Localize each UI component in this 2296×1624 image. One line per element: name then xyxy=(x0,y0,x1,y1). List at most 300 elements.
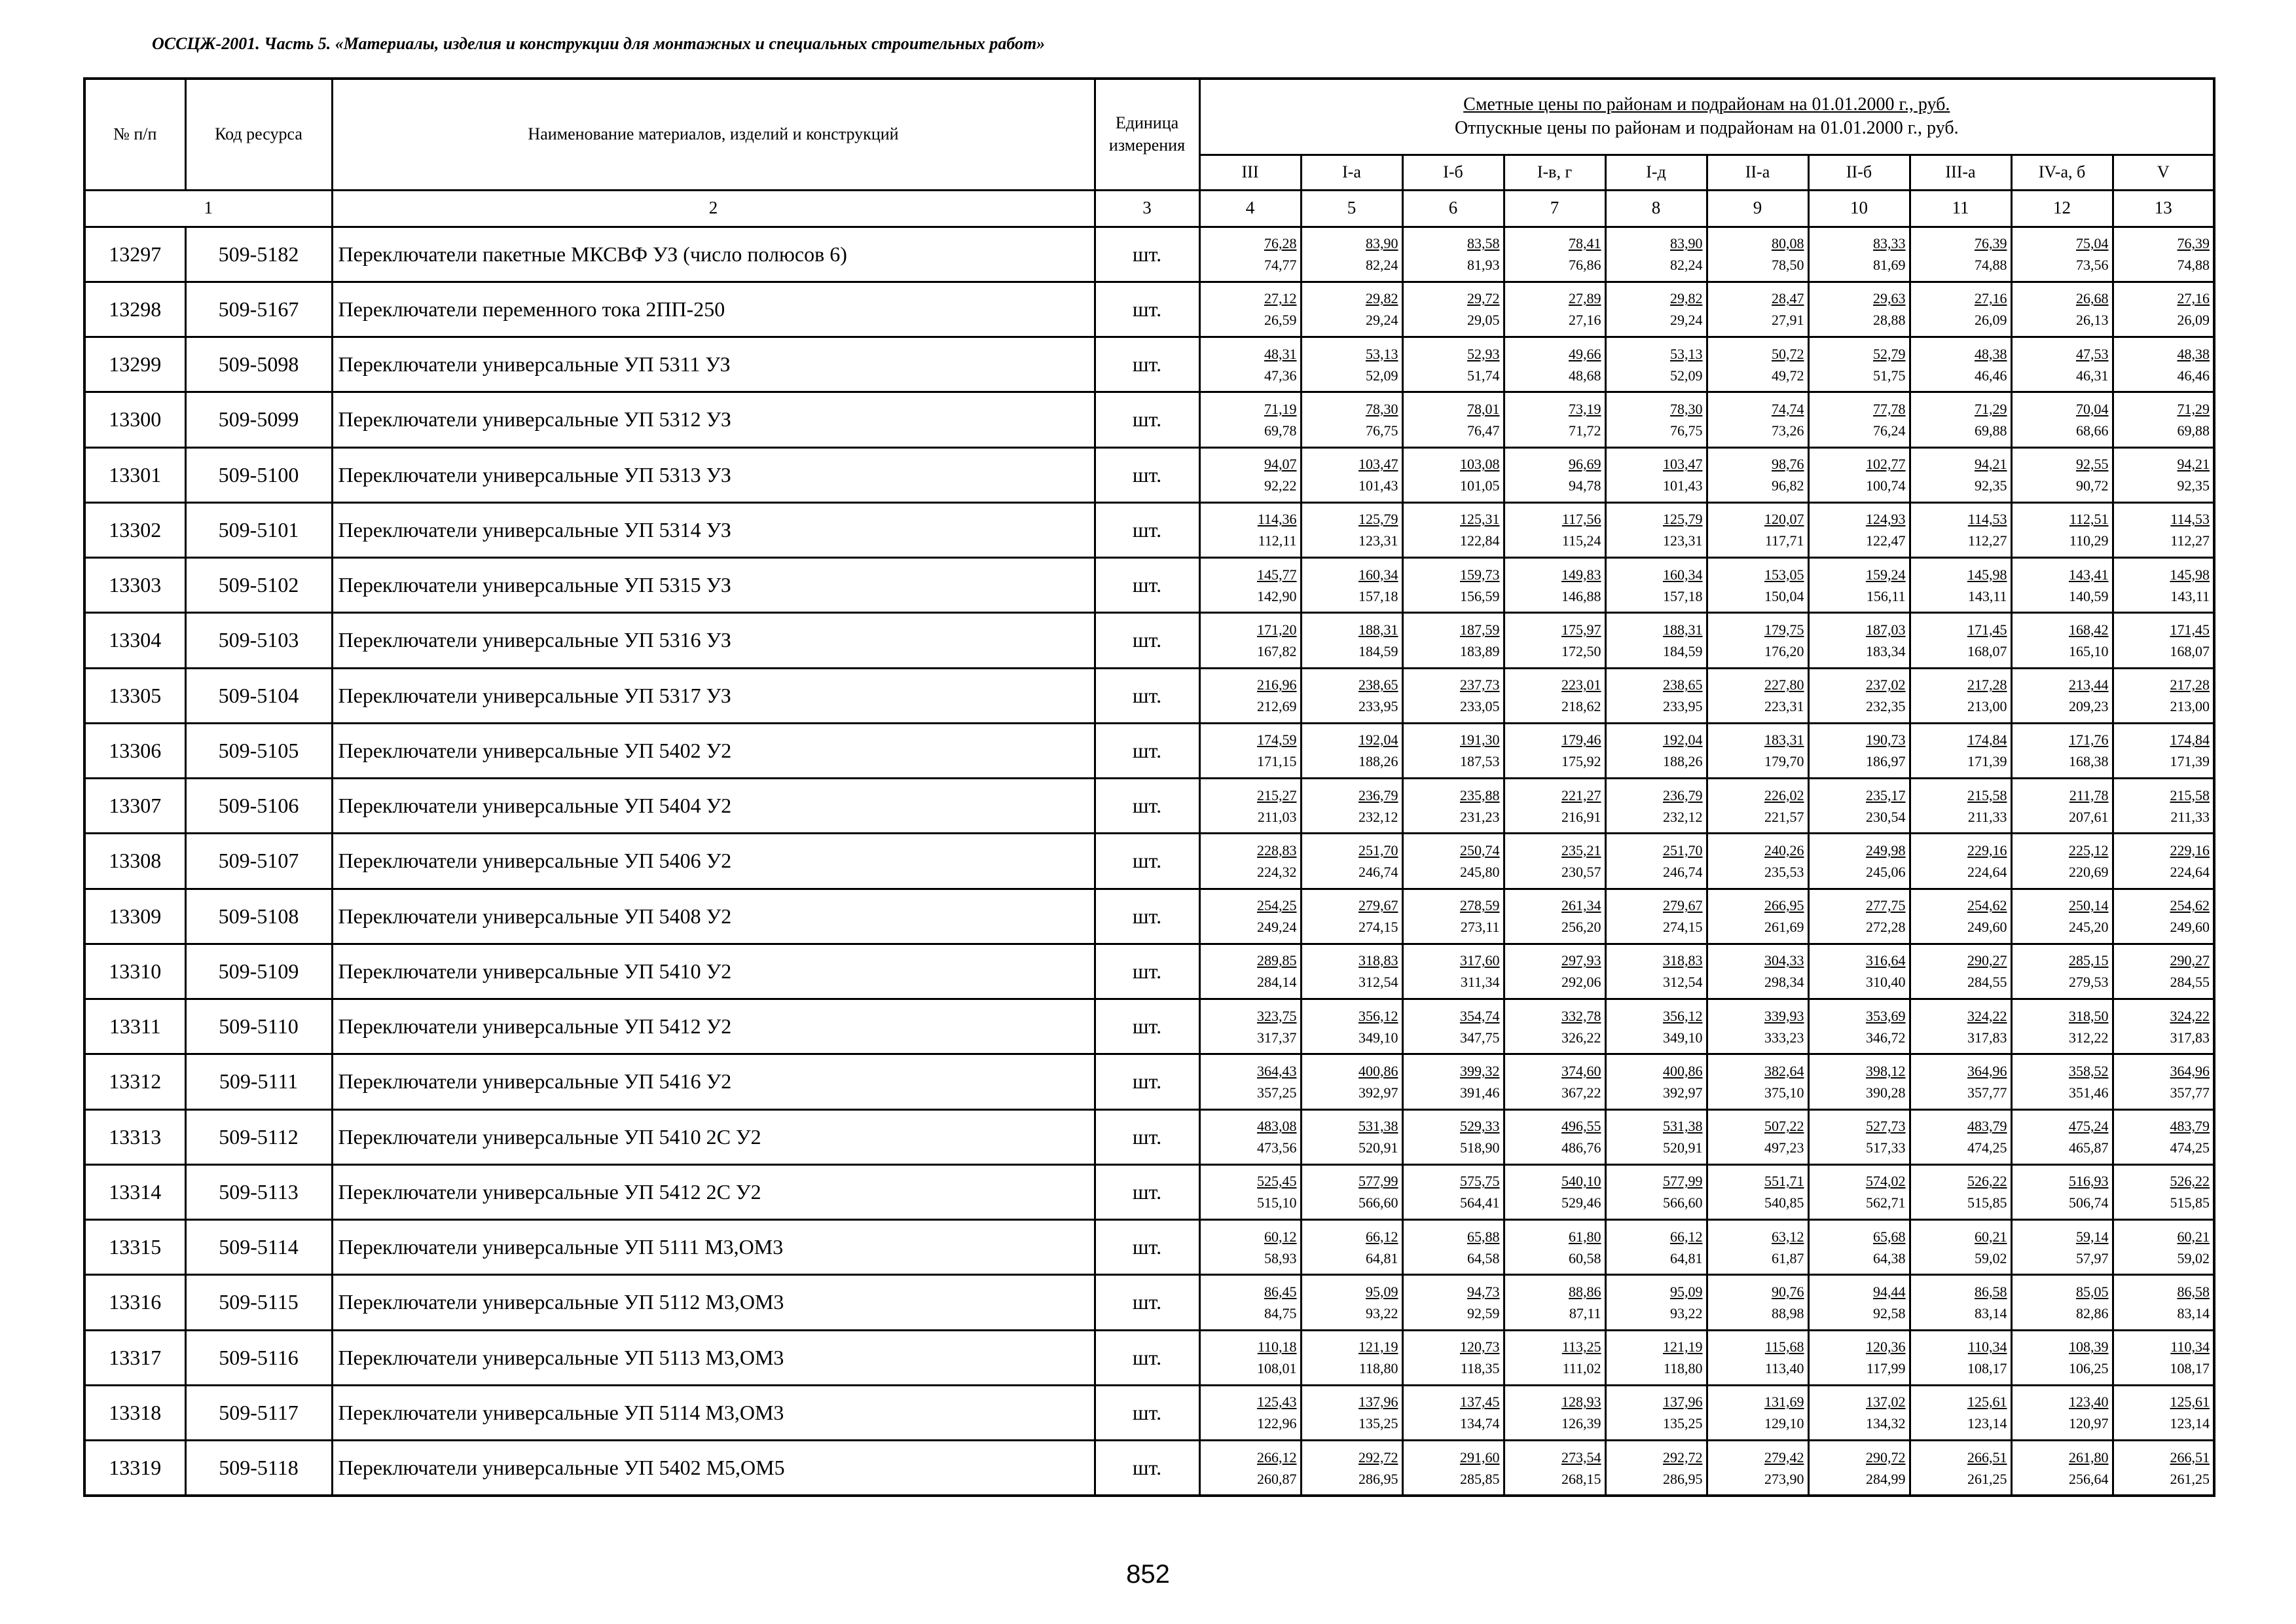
estimate-price: 61,80 xyxy=(1569,1228,1601,1245)
row-number: 13309 xyxy=(84,889,185,944)
release-price: 81,69 xyxy=(1873,257,1906,274)
estimate-price: 121,19 xyxy=(1358,1338,1398,1356)
estimate-price: 48,31 xyxy=(1264,345,1297,362)
release-price: 233,95 xyxy=(1663,698,1703,715)
price-cell xyxy=(1707,227,1808,282)
release-price: 108,17 xyxy=(2170,1360,2210,1377)
price-cell xyxy=(2011,1220,2113,1275)
resource-code: 509-5107 xyxy=(185,834,332,889)
district-header: III xyxy=(1199,155,1301,190)
price-cell xyxy=(1910,447,2011,502)
estimate-price: 103,47 xyxy=(1358,456,1398,473)
price-cell xyxy=(1504,779,1605,834)
header-prices xyxy=(1199,79,2214,155)
price-cell xyxy=(2011,723,2113,778)
release-price: 249,24 xyxy=(1257,919,1297,936)
release-price: 117,99 xyxy=(1866,1360,1906,1377)
price-cell xyxy=(1504,392,1605,447)
price-cell xyxy=(1605,779,1707,834)
release-price: 58,93 xyxy=(1264,1249,1297,1266)
release-price: 90,72 xyxy=(2076,477,2109,494)
release-price: 317,83 xyxy=(1967,1029,2007,1046)
release-price: 261,69 xyxy=(1764,919,1804,936)
price-cell xyxy=(1504,834,1605,889)
price-cell xyxy=(1301,1275,1402,1330)
header-unit: Единица измерения xyxy=(1095,79,1199,190)
resource-code: 509-5102 xyxy=(185,558,332,613)
release-price: 184,59 xyxy=(1663,642,1703,659)
price-cell xyxy=(1707,613,1808,668)
release-price: 390,28 xyxy=(1866,1084,1906,1101)
price-cell xyxy=(1910,834,2011,889)
estimate-price: 171,45 xyxy=(1967,621,2007,638)
release-price: 168,07 xyxy=(2170,642,2210,659)
release-price: 69,88 xyxy=(1975,422,2007,439)
table-row xyxy=(84,337,2214,392)
price-cell xyxy=(1808,1164,1910,1219)
release-price: 92,58 xyxy=(1873,1304,1906,1321)
release-price: 274,15 xyxy=(1663,919,1703,936)
district-header: I-а xyxy=(1301,155,1402,190)
table-row xyxy=(84,999,2214,1054)
estimate-price: 53,13 xyxy=(1366,345,1398,362)
estimate-price: 52,79 xyxy=(1873,345,1906,362)
release-price: 142,90 xyxy=(1257,587,1297,604)
row-number: 13311 xyxy=(84,999,185,1054)
resource-code: 509-5109 xyxy=(185,944,332,999)
release-price: 118,80 xyxy=(1358,1360,1398,1377)
price-cell xyxy=(1707,779,1808,834)
table-row xyxy=(84,1054,2214,1109)
estimate-price: 120,36 xyxy=(1866,1338,1906,1356)
price-cell xyxy=(1301,337,1402,392)
estimate-price: 215,58 xyxy=(2170,786,2210,803)
estimate-price: 353,69 xyxy=(1866,1007,1906,1024)
table-row xyxy=(84,227,2214,282)
price-cell xyxy=(1504,1109,1605,1164)
price-cell xyxy=(1402,558,1504,613)
release-price: 76,75 xyxy=(1670,422,1703,439)
price-cell xyxy=(1605,392,1707,447)
release-price: 564,41 xyxy=(1460,1194,1500,1211)
price-cell xyxy=(1707,1109,1808,1164)
estimate-price: 137,45 xyxy=(1460,1393,1500,1411)
estimate-price: 400,86 xyxy=(1358,1062,1398,1079)
release-price: 540,85 xyxy=(1764,1194,1804,1211)
release-price: 71,72 xyxy=(1569,422,1601,439)
column-number: 5 xyxy=(1301,190,1402,227)
resource-code: 509-5113 xyxy=(185,1164,332,1219)
estimate-price: 115,68 xyxy=(1764,1338,1804,1356)
price-cell xyxy=(2011,1441,2113,1496)
release-price: 26,09 xyxy=(1975,312,2007,329)
price-cell xyxy=(1402,447,1504,502)
release-price: 46,46 xyxy=(2177,367,2210,384)
release-price: 249,60 xyxy=(2170,919,2210,936)
price-cell xyxy=(2113,1275,2214,1330)
price-cell xyxy=(2113,227,2214,282)
price-cell xyxy=(1707,999,1808,1054)
estimate-price: 49,66 xyxy=(1569,345,1601,362)
estimate-price: 236,79 xyxy=(1358,786,1398,803)
price-cell xyxy=(1707,944,1808,999)
estimate-price: 52,93 xyxy=(1467,345,1500,362)
price-cell xyxy=(1199,558,1301,613)
unit: шт. xyxy=(1095,1441,1199,1496)
resource-code: 509-5103 xyxy=(185,613,332,668)
column-number: 10 xyxy=(1808,190,1910,227)
price-cell xyxy=(1605,1385,1707,1440)
estimate-price: 137,96 xyxy=(1358,1393,1398,1411)
release-price: 392,97 xyxy=(1663,1084,1703,1101)
estimate-price: 92,55 xyxy=(2076,456,2109,473)
release-price: 506,74 xyxy=(2069,1194,2109,1211)
release-price: 92,22 xyxy=(1264,477,1297,494)
material-name: Переключатели пакетные МКСВФ УЗ (число полюсов 6) xyxy=(332,227,1095,282)
estimate-price: 400,86 xyxy=(1663,1062,1703,1079)
estimate-price: 143,41 xyxy=(2069,566,2109,583)
release-price: 60,58 xyxy=(1569,1249,1601,1266)
price-cell xyxy=(1199,1164,1301,1219)
release-price: 96,82 xyxy=(1772,477,1804,494)
estimate-price: 221,27 xyxy=(1561,786,1601,803)
price-cell xyxy=(1199,447,1301,502)
release-price: 101,43 xyxy=(1663,477,1703,494)
estimate-price: 76,28 xyxy=(1264,235,1297,252)
price-cell xyxy=(1402,1330,1504,1385)
row-number: 13298 xyxy=(84,282,185,337)
estimate-price: 86,58 xyxy=(2177,1283,2210,1300)
price-cell xyxy=(1808,834,1910,889)
release-price: 268,15 xyxy=(1561,1470,1601,1487)
release-price: 317,83 xyxy=(2170,1029,2210,1046)
estimate-price: 76,39 xyxy=(2177,235,2210,252)
release-price: 223,31 xyxy=(1764,698,1804,715)
resource-code: 509-5115 xyxy=(185,1275,332,1330)
unit: шт. xyxy=(1095,668,1199,723)
row-number: 13304 xyxy=(84,613,185,668)
price-cell xyxy=(1808,1441,1910,1496)
row-number: 13312 xyxy=(84,1054,185,1109)
estimate-price: 237,02 xyxy=(1866,676,1906,693)
estimate-price: 527,73 xyxy=(1866,1118,1906,1135)
price-cell xyxy=(1808,1109,1910,1164)
price-cell xyxy=(2113,999,2214,1054)
release-price: 59,02 xyxy=(2177,1249,2210,1266)
price-cell xyxy=(1199,1385,1301,1440)
price-cell xyxy=(1504,1441,1605,1496)
price-cell xyxy=(1808,558,1910,613)
resource-code: 509-5105 xyxy=(185,723,332,778)
estimate-price: 356,12 xyxy=(1358,1007,1398,1024)
material-name: Переключатели универсальные УП 5111 М3,ОМ3 xyxy=(332,1220,1095,1275)
price-cell xyxy=(1910,723,2011,778)
price-cell xyxy=(1199,944,1301,999)
estimate-price: 27,16 xyxy=(1975,290,2007,307)
estimate-price: 71,19 xyxy=(1264,400,1297,417)
estimate-price: 174,59 xyxy=(1257,731,1297,748)
price-cell xyxy=(1504,1330,1605,1385)
price-cell xyxy=(1402,668,1504,723)
release-price: 224,64 xyxy=(1967,863,2007,880)
release-price: 112,27 xyxy=(1967,532,2007,549)
release-price: 108,01 xyxy=(1257,1360,1297,1377)
estimate-price: 96,69 xyxy=(1569,456,1601,473)
estimate-price: 290,27 xyxy=(1967,952,2007,969)
estimate-price: 175,97 xyxy=(1561,621,1601,638)
price-cell xyxy=(1808,337,1910,392)
price-cell xyxy=(1910,1385,2011,1440)
price-cell xyxy=(1402,1220,1504,1275)
estimate-price: 261,80 xyxy=(2069,1449,2109,1466)
release-price: 94,78 xyxy=(1569,477,1601,494)
price-cell xyxy=(1402,999,1504,1054)
column-number-row xyxy=(84,190,2214,227)
estimate-price: 507,22 xyxy=(1764,1118,1804,1135)
release-price: 474,25 xyxy=(2170,1139,2210,1156)
estimate-price: 254,62 xyxy=(2170,897,2210,914)
estimate-price: 71,29 xyxy=(2177,400,2210,417)
price-cell xyxy=(2113,447,2214,502)
release-price: 157,18 xyxy=(1358,587,1398,604)
release-price: 51,75 xyxy=(1873,367,1906,384)
estimate-price: 356,12 xyxy=(1663,1007,1703,1024)
price-cell xyxy=(1301,227,1402,282)
price-cell xyxy=(1707,1441,1808,1496)
estimate-price: 26,68 xyxy=(2076,290,2109,307)
estimate-price: 103,08 xyxy=(1460,456,1500,473)
estimate-price: 318,83 xyxy=(1358,952,1398,969)
price-cell xyxy=(1808,668,1910,723)
estimate-price: 113,25 xyxy=(1561,1338,1601,1356)
release-price: 82,86 xyxy=(2076,1304,2109,1321)
price-cell xyxy=(1808,502,1910,557)
estimate-price: 159,24 xyxy=(1866,566,1906,583)
estimate-price: 86,58 xyxy=(1975,1283,2007,1300)
estimate-price: 237,73 xyxy=(1460,676,1500,693)
release-price: 230,54 xyxy=(1866,808,1906,825)
estimate-price: 128,93 xyxy=(1561,1393,1601,1411)
release-price: 122,96 xyxy=(1257,1415,1297,1432)
price-cell xyxy=(1402,282,1504,337)
column-number: 2 xyxy=(332,190,1095,227)
estimate-price: 304,33 xyxy=(1764,952,1804,969)
material-name: Переключатели универсальные УП 5113 М3,ОМ3 xyxy=(332,1330,1095,1385)
price-cell xyxy=(1910,1164,2011,1219)
price-cell xyxy=(1199,889,1301,944)
price-cell xyxy=(1605,889,1707,944)
price-cell xyxy=(1910,337,2011,392)
estimate-price: 332,78 xyxy=(1561,1007,1601,1024)
release-price: 179,70 xyxy=(1764,753,1804,770)
district-header: V xyxy=(2113,155,2214,190)
estimate-price: 125,61 xyxy=(1967,1393,2007,1411)
estimate-price: 240,26 xyxy=(1764,841,1804,858)
release-price: 256,20 xyxy=(1561,919,1601,936)
price-cell xyxy=(1808,1385,1910,1440)
resource-code: 509-5116 xyxy=(185,1330,332,1385)
estimate-price: 83,90 xyxy=(1366,235,1398,252)
resource-code: 509-5098 xyxy=(185,337,332,392)
release-price: 312,54 xyxy=(1358,974,1398,991)
estimate-price: 316,64 xyxy=(1866,952,1906,969)
release-price: 176,20 xyxy=(1764,642,1804,659)
price-cell xyxy=(1605,834,1707,889)
row-number: 13314 xyxy=(84,1164,185,1219)
release-price: 120,97 xyxy=(2069,1415,2109,1432)
price-cell xyxy=(2011,1330,2113,1385)
estimate-price: 324,22 xyxy=(1967,1007,2007,1024)
release-price: 220,69 xyxy=(2069,863,2109,880)
row-number: 13302 xyxy=(84,502,185,557)
release-price: 171,39 xyxy=(1967,753,2007,770)
release-price: 515,85 xyxy=(1967,1194,2007,1211)
estimate-price: 60,21 xyxy=(2177,1228,2210,1245)
price-cell xyxy=(1402,723,1504,778)
material-name: Переключатели универсальные УП 5317 УЗ xyxy=(332,668,1095,723)
price-cell xyxy=(1199,502,1301,557)
estimate-price: 112,51 xyxy=(2069,511,2109,528)
estimate-price: 238,65 xyxy=(1358,676,1398,693)
estimate-price: 174,84 xyxy=(2170,731,2210,748)
estimate-price: 339,93 xyxy=(1764,1007,1804,1024)
release-price: 517,33 xyxy=(1866,1139,1906,1156)
price-cell xyxy=(1605,1109,1707,1164)
estimate-price: 297,93 xyxy=(1561,952,1601,969)
price-cell xyxy=(2011,1109,2113,1164)
estimate-price: 65,88 xyxy=(1467,1228,1500,1245)
price-cell xyxy=(1808,1275,1910,1330)
release-price: 26,59 xyxy=(1264,312,1297,329)
price-cell xyxy=(1301,723,1402,778)
price-cell xyxy=(2113,889,2214,944)
table-row xyxy=(84,1164,2214,1219)
release-price: 562,71 xyxy=(1866,1194,1906,1211)
estimate-price: 228,83 xyxy=(1257,841,1297,858)
release-price: 246,74 xyxy=(1358,863,1398,880)
row-number: 13313 xyxy=(84,1109,185,1164)
table-row xyxy=(84,1441,2214,1496)
estimate-price: 289,85 xyxy=(1257,952,1297,969)
resource-code: 509-5112 xyxy=(185,1109,332,1164)
table-row xyxy=(84,1330,2214,1385)
estimate-price: 285,15 xyxy=(2069,952,2109,969)
estimate-price: 279,67 xyxy=(1358,897,1398,914)
release-price: 123,14 xyxy=(2170,1415,2210,1432)
release-price: 115,24 xyxy=(1561,532,1601,549)
district-header: II-а xyxy=(1707,155,1808,190)
price-cell xyxy=(1199,337,1301,392)
release-price: 150,04 xyxy=(1764,587,1804,604)
row-number: 13318 xyxy=(84,1385,185,1440)
price-cell xyxy=(1301,502,1402,557)
release-price: 122,47 xyxy=(1866,532,1906,549)
unit: шт. xyxy=(1095,613,1199,668)
estimate-price: 168,42 xyxy=(2069,621,2109,638)
price-cell xyxy=(1910,1441,2011,1496)
table-row xyxy=(84,889,2214,944)
estimate-price: 398,12 xyxy=(1866,1062,1906,1079)
release-price: 351,46 xyxy=(2069,1084,2109,1101)
release-price: 184,59 xyxy=(1358,642,1398,659)
release-price: 312,22 xyxy=(2069,1029,2109,1046)
estimate-price: 290,72 xyxy=(1866,1449,1906,1466)
estimate-price: 374,60 xyxy=(1561,1062,1601,1079)
estimate-price: 266,95 xyxy=(1764,897,1804,914)
resource-code: 509-5106 xyxy=(185,779,332,834)
price-cell xyxy=(1605,558,1707,613)
price-cell xyxy=(2113,944,2214,999)
price-cell xyxy=(1808,779,1910,834)
release-price: 93,22 xyxy=(1366,1304,1398,1321)
estimate-price: 102,77 xyxy=(1866,456,1906,473)
material-name: Переключатели универсальные УП 5404 У2 xyxy=(332,779,1095,834)
row-number: 13310 xyxy=(84,944,185,999)
header-code: Код ресурса xyxy=(185,79,332,190)
estimate-price: 83,58 xyxy=(1467,235,1500,252)
release-price: 29,24 xyxy=(1670,312,1703,329)
estimate-price: 90,76 xyxy=(1772,1283,1804,1300)
estimate-price: 238,65 xyxy=(1663,676,1703,693)
estimate-price: 211,78 xyxy=(2069,786,2109,803)
table-row xyxy=(84,558,2214,613)
price-cell xyxy=(1808,392,1910,447)
price-cell xyxy=(1301,447,1402,502)
release-price: 171,39 xyxy=(2170,753,2210,770)
estimate-price: 121,19 xyxy=(1663,1338,1703,1356)
release-price: 92,35 xyxy=(1975,477,2007,494)
release-price: 64,81 xyxy=(1366,1249,1398,1266)
price-cell xyxy=(1301,558,1402,613)
price-cell xyxy=(1707,1330,1808,1385)
release-price: 326,22 xyxy=(1561,1029,1601,1046)
release-price: 211,03 xyxy=(1257,808,1297,825)
price-cell xyxy=(1808,227,1910,282)
release-price: 284,55 xyxy=(2170,974,2210,991)
price-cell xyxy=(1301,1441,1402,1496)
estimate-price: 94,73 xyxy=(1467,1283,1500,1300)
unit: шт. xyxy=(1095,227,1199,282)
district-header: II-б xyxy=(1808,155,1910,190)
row-number: 13317 xyxy=(84,1330,185,1385)
price-cell xyxy=(2113,1330,2214,1385)
estimate-price: 526,22 xyxy=(2170,1173,2210,1190)
price-cell xyxy=(2113,1220,2214,1275)
row-number: 13319 xyxy=(84,1441,185,1496)
estimate-price: 159,73 xyxy=(1460,566,1500,583)
release-price: 101,43 xyxy=(1358,477,1398,494)
estimate-price: 74,74 xyxy=(1772,400,1804,417)
release-price: 59,02 xyxy=(1975,1249,2007,1266)
unit: шт. xyxy=(1095,723,1199,778)
price-cell xyxy=(1402,227,1504,282)
estimate-price: 78,01 xyxy=(1467,400,1500,417)
release-price: 465,87 xyxy=(2069,1139,2109,1156)
release-price: 134,32 xyxy=(1866,1415,1906,1432)
release-price: 167,82 xyxy=(1257,642,1297,659)
release-price: 333,23 xyxy=(1764,1029,1804,1046)
price-cell xyxy=(1707,889,1808,944)
resource-code: 509-5118 xyxy=(185,1441,332,1496)
price-cell xyxy=(1605,1275,1707,1330)
release-price: 285,85 xyxy=(1460,1470,1500,1487)
price-cell xyxy=(2113,1164,2214,1219)
estimate-price: 192,04 xyxy=(1358,731,1398,748)
row-number: 13305 xyxy=(84,668,185,723)
estimate-price: 531,38 xyxy=(1663,1118,1703,1135)
row-number: 13306 xyxy=(84,723,185,778)
price-cell xyxy=(2113,723,2214,778)
